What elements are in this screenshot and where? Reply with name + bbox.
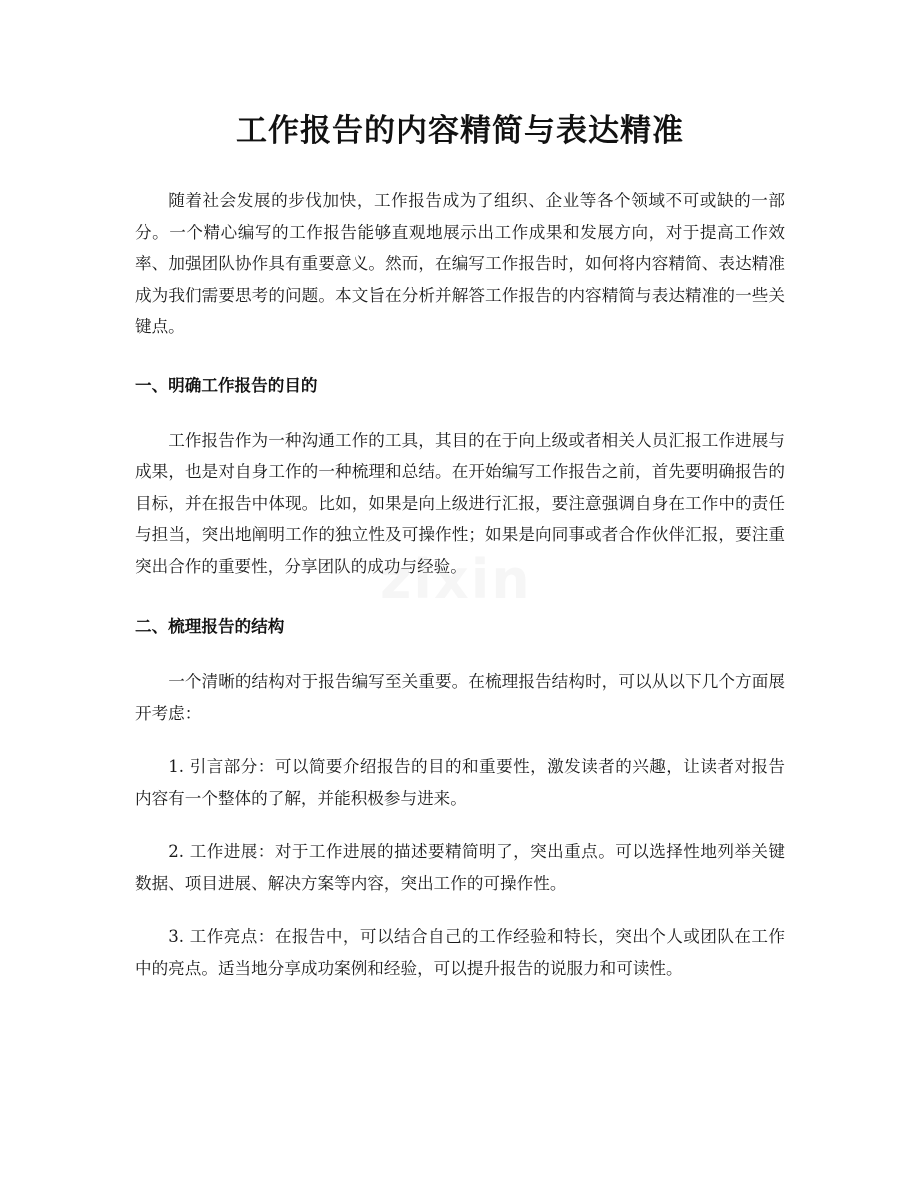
section-2-heading: 二、梳理报告的结构 [135, 617, 285, 636]
section-1-heading: 一、明确工作报告的目的 [135, 375, 318, 395]
document-title: 工作报告的内容精简与表达精准 [236, 113, 684, 149]
section-2-paragraph-intro: 一个清晰的结构对于报告编写至关重要。在梳理报告结构时，可以从以下几个方面展开考虑： [135, 672, 785, 723]
section-2-list-item-1: 1. 引言部分：可以简要介绍报告的目的和重要性，激发读者的兴趣，让读者对报告内容有一个整体的了解，并能积极参与进来。 [135, 757, 785, 808]
section-2-list-item-2: 2. 工作进展：对于工作进展的描述要精简明了，突出重点。可以选择性地列举关键数据、项目进展、解决方案等内容，突出工作的可操作性。 [135, 842, 785, 893]
section-1-paragraph: 工作报告作为一种沟通工作的工具，其目的在于向上级或者相关人员汇报工作进展与成果，也是对自身工作的一种梳理和总结。在开始编写工作报告之前，首先要明确报告的目标，并在报告中体现。比如，如果是向上级进行汇报，要注意强调自身在工作中的责任与担当，突出地阐明工作的独立性及可操作性；如果是向同事或者合作伙伴汇报，要注重突出合作的重要性，分享团队的成功与经验。 [135, 430, 785, 576]
section-2-list-item-3: 3. 工作亮点：在报告中，可以结合自己的工作经验和特长，突出个人或团队在工作中的亮点。适当地分享成功案例和经验，可以提升报告的说服力和可读性。 [135, 927, 785, 978]
intro-paragraph: 随着社会发展的步伐加快，工作报告成为了组织、企业等各个领域不可或缺的一部分。一个精心编写的工作报告能够直观地展示出工作成果和发展方向，对于提高工作效率、加强团队协作具有重要意义。然而，在编写工作报告时，如何将内容精简、表达精准成为我们需要思考的问题。本文旨在分析并解答工作报告的内容精简与表达精准的一些关键点。 [135, 191, 785, 336]
